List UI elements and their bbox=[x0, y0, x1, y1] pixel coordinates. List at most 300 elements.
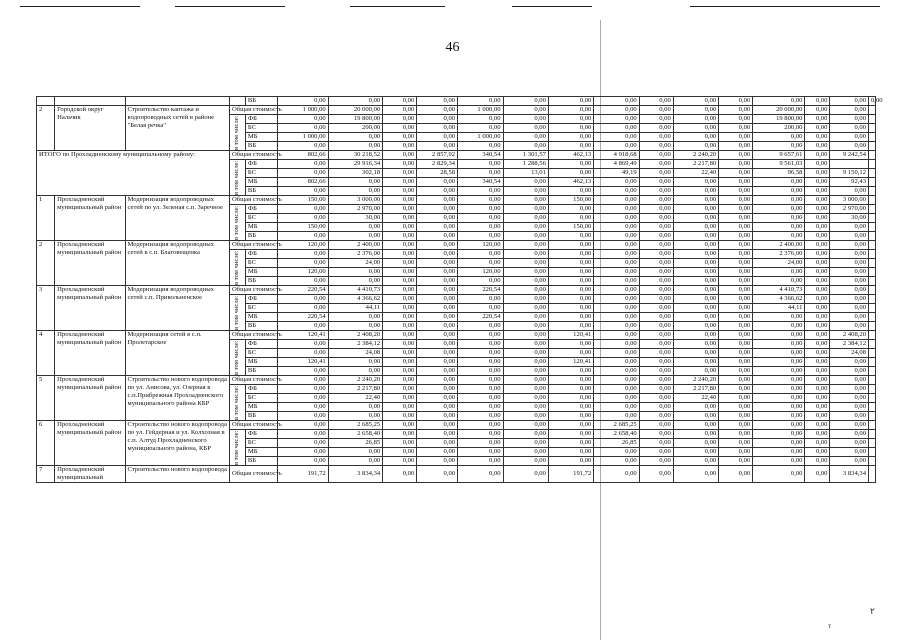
table-cell: 0,00 bbox=[830, 421, 869, 430]
table-cell: 0,00 bbox=[639, 349, 673, 358]
table-cell: 0,00 bbox=[458, 160, 503, 169]
table-cell: 0,00 bbox=[548, 97, 593, 106]
table-cell: 0,00 bbox=[277, 349, 328, 358]
table-cell: 0,00 bbox=[719, 385, 753, 394]
table-cell: 0,00 bbox=[673, 457, 718, 466]
table-cell: 0,00 bbox=[503, 187, 548, 196]
table-cell: 9 657,61 bbox=[753, 151, 805, 160]
table-cell: 0,00 bbox=[417, 133, 458, 142]
table-cell: 0,00 bbox=[277, 232, 328, 241]
table-cell: 0,00 bbox=[548, 457, 593, 466]
table-cell: 0,00 bbox=[830, 313, 869, 322]
table-cell: 30,00 bbox=[328, 214, 382, 223]
table-cell: 0,00 bbox=[503, 259, 548, 268]
table-cell: 0,00 bbox=[383, 466, 417, 483]
table-cell: 0,00 bbox=[639, 286, 673, 295]
table-cell: 0,00 bbox=[417, 412, 458, 421]
table-cell: 120,00 bbox=[277, 241, 328, 250]
table-cell bbox=[869, 124, 876, 133]
table-cell: 0,00 bbox=[503, 448, 548, 457]
table-cell: 0,00 bbox=[503, 295, 548, 304]
table-cell: 0,00 bbox=[719, 457, 753, 466]
table-cell: 0,00 bbox=[417, 367, 458, 376]
table-cell: 0,00 bbox=[719, 169, 753, 178]
funding-source-code: МБ bbox=[245, 223, 277, 232]
table-cell: 0,00 bbox=[753, 268, 805, 277]
table-cell: 340,54 bbox=[458, 151, 503, 160]
table-cell bbox=[869, 412, 876, 421]
table-cell: 0,00 bbox=[830, 457, 869, 466]
table-cell: 0,00 bbox=[673, 115, 718, 124]
table-cell: 0,00 bbox=[383, 295, 417, 304]
table-row-total bbox=[37, 196, 876, 205]
table-cell: 0,00 bbox=[673, 268, 718, 277]
table-cell: 0,00 bbox=[805, 241, 830, 250]
table-cell: 0,00 bbox=[594, 376, 639, 385]
table-cell: 0,00 bbox=[719, 394, 753, 403]
table-cell bbox=[869, 142, 876, 151]
table-cell: 0,00 bbox=[594, 196, 639, 205]
scan-top-line bbox=[175, 6, 285, 7]
table-cell: 0,00 bbox=[383, 304, 417, 313]
table-cell: 0,00 bbox=[594, 295, 639, 304]
table-cell: 0,00 bbox=[503, 385, 548, 394]
table-cell: 0,00 bbox=[639, 367, 673, 376]
table-cell: 0,00 bbox=[503, 403, 548, 412]
table-cell: 0,00 bbox=[719, 259, 753, 268]
table-cell: 0,00 bbox=[719, 412, 753, 421]
table-cell: 0,00 bbox=[673, 106, 718, 115]
table-cell: 0,00 bbox=[503, 358, 548, 367]
table-cell: 0,00 bbox=[458, 394, 503, 403]
table-cell: 0,00 bbox=[417, 322, 458, 331]
table-cell bbox=[869, 178, 876, 187]
table-cell: 2 376,00 bbox=[753, 250, 805, 259]
table-cell: 0,00 bbox=[753, 376, 805, 385]
table-cell: 0,00 bbox=[753, 322, 805, 331]
table-cell: 0,00 bbox=[830, 448, 869, 457]
table-cell: 0,00 bbox=[277, 124, 328, 133]
table-cell: 0,00 bbox=[503, 178, 548, 187]
table-cell: 0,00 bbox=[830, 142, 869, 151]
table-cell: 0,00 bbox=[673, 340, 718, 349]
table-cell: 0,00 bbox=[548, 304, 593, 313]
table-cell: 0,00 bbox=[594, 97, 639, 106]
table-cell: 0,00 bbox=[503, 340, 548, 349]
table-cell: 0,00 bbox=[719, 466, 753, 483]
table-cell: 0,00 bbox=[594, 250, 639, 259]
table-cell: 0,00 bbox=[719, 421, 753, 430]
table-cell: 0,00 bbox=[673, 97, 718, 106]
table-cell: 0,00 bbox=[719, 331, 753, 340]
table-cell: 0,00 bbox=[503, 250, 548, 259]
table-cell: 120,41 bbox=[277, 358, 328, 367]
table-cell: 20 000,00 bbox=[753, 106, 805, 115]
table-cell: 0,00 bbox=[548, 403, 593, 412]
table-cell: 0,00 bbox=[830, 133, 869, 142]
table-cell: 0,00 bbox=[277, 160, 328, 169]
table-cell: 0,00 bbox=[503, 421, 548, 430]
table-cell: 0,00 bbox=[753, 313, 805, 322]
table-cell: 0,00 bbox=[753, 394, 805, 403]
table-cell: 0,00 bbox=[458, 376, 503, 385]
table-cell: 0,00 bbox=[594, 124, 639, 133]
table-cell: 0,00 bbox=[328, 322, 382, 331]
table-cell: 0,00 bbox=[639, 322, 673, 331]
table-cell: 2 400,00 bbox=[753, 241, 805, 250]
table-cell: 0,00 bbox=[673, 448, 718, 457]
table-cell bbox=[869, 331, 876, 340]
table-cell: 0,00 bbox=[753, 196, 805, 205]
table-cell: 0,00 bbox=[753, 358, 805, 367]
table-cell: 120,41 bbox=[548, 358, 593, 367]
table-cell: 0,00 bbox=[548, 142, 593, 151]
table-cell bbox=[869, 241, 876, 250]
table-cell: 1 000,00 bbox=[458, 133, 503, 142]
table-cell: 0,00 bbox=[830, 286, 869, 295]
table-cell: 0,00 bbox=[417, 304, 458, 313]
table-cell: 0,00 bbox=[328, 403, 382, 412]
table-cell: 0,00 bbox=[805, 439, 830, 448]
table-cell: 0,00 bbox=[417, 178, 458, 187]
table-cell: 0,00 bbox=[383, 457, 417, 466]
table-cell: 0,00 bbox=[673, 403, 718, 412]
table-cell: 0,00 bbox=[417, 421, 458, 430]
table-cell: 0,00 bbox=[639, 466, 673, 483]
table-cell: 0,00 bbox=[830, 268, 869, 277]
table-cell: 1 000,00 bbox=[277, 106, 328, 115]
table-cell: 0,00 bbox=[719, 106, 753, 115]
table-cell: 4 410,73 bbox=[753, 286, 805, 295]
funding-source-code: БС bbox=[245, 394, 277, 403]
table-cell: 0,00 bbox=[753, 412, 805, 421]
funding-source-code: БС bbox=[245, 349, 277, 358]
table-cell: 0,00 bbox=[753, 385, 805, 394]
table-cell: 4 410,73 bbox=[328, 286, 382, 295]
table-cell: 0,00 bbox=[503, 457, 548, 466]
table-cell: 0,00 bbox=[277, 421, 328, 430]
table-cell: 0,00 bbox=[719, 277, 753, 286]
table-cell: 0,00 bbox=[277, 304, 328, 313]
table-cell: 0,00 bbox=[594, 115, 639, 124]
table-cell: 0,00 bbox=[753, 178, 805, 187]
table-cell: 0,00 bbox=[328, 232, 382, 241]
table-cell: 0,00 bbox=[639, 259, 673, 268]
table-cell: 0,00 bbox=[805, 196, 830, 205]
table-cell: 0,00 bbox=[753, 421, 805, 430]
table-cell: 0,00 bbox=[458, 466, 503, 483]
project-name: Модернизация водопроводных сетей с.п. Привольненское bbox=[125, 286, 229, 331]
table-cell: 0,00 bbox=[594, 331, 639, 340]
table-cell: 0,00 bbox=[719, 367, 753, 376]
table-cell: 0,00 bbox=[503, 349, 548, 358]
table-cell: 0,00 bbox=[458, 169, 503, 178]
table-cell: 2 376,00 bbox=[328, 250, 382, 259]
table-cell: 0,00 bbox=[328, 142, 382, 151]
table-cell: 0,00 bbox=[328, 457, 382, 466]
table-cell: 0,00 bbox=[805, 286, 830, 295]
table-cell: 220,54 bbox=[277, 313, 328, 322]
table-cell: 0,00 bbox=[458, 232, 503, 241]
table-cell: 0,00 bbox=[503, 205, 548, 214]
table-cell bbox=[869, 232, 876, 241]
table-cell: 0,00 bbox=[458, 358, 503, 367]
table-cell: 0,00 bbox=[417, 268, 458, 277]
table-cell: 2 217,80 bbox=[328, 385, 382, 394]
table-cell: 0,00 bbox=[639, 106, 673, 115]
table-cell: 0,00 bbox=[503, 367, 548, 376]
table-cell: 0,00 bbox=[805, 106, 830, 115]
table-cell: 0,00 bbox=[383, 313, 417, 322]
table-cell: 0,00 bbox=[639, 457, 673, 466]
table-cell: 0,00 bbox=[548, 448, 593, 457]
table-cell: 0,00 bbox=[753, 223, 805, 232]
table-cell: 0,00 bbox=[594, 358, 639, 367]
table-cell: 0,00 bbox=[805, 268, 830, 277]
table-cell bbox=[869, 151, 876, 160]
table-cell: 2 408,20 bbox=[328, 331, 382, 340]
table-cell: 0,00 bbox=[383, 169, 417, 178]
table-cell: 3 000,00 bbox=[830, 196, 869, 205]
scan-mark: т bbox=[828, 622, 832, 630]
municipality-name: Прохладненский муниципальный bbox=[55, 466, 125, 483]
breakdown-vertical-label: в том числе: bbox=[229, 340, 245, 376]
breakdown-vertical-label: в том числе: bbox=[229, 430, 245, 466]
table-cell bbox=[830, 160, 869, 169]
table-cell: 0,00 bbox=[328, 277, 382, 286]
funding-source-code: ВБ bbox=[245, 367, 277, 376]
table-cell: 0,00 bbox=[383, 232, 417, 241]
table-cell: 0,00 bbox=[805, 457, 830, 466]
table-cell: 0,00 bbox=[503, 466, 548, 483]
table-cell bbox=[869, 277, 876, 286]
table-cell: 0,00 bbox=[417, 430, 458, 439]
table-cell: 0,00 bbox=[503, 106, 548, 115]
table-cell: 0,00 bbox=[673, 241, 718, 250]
table-cell: 0,00 bbox=[383, 448, 417, 457]
table-cell: 0,00 bbox=[383, 196, 417, 205]
table-cell: 0,00 bbox=[673, 142, 718, 151]
table-cell: 0,00 bbox=[830, 259, 869, 268]
table-cell: 3 834,34 bbox=[328, 466, 382, 483]
funding-source-code: ВБ bbox=[245, 142, 277, 151]
municipality-name: Прохладненский муниципальный район bbox=[55, 376, 125, 421]
table-cell bbox=[869, 385, 876, 394]
table-cell: 0,00 bbox=[639, 133, 673, 142]
table-cell: 0,00 bbox=[830, 187, 869, 196]
funding-source-code: ФБ bbox=[245, 340, 277, 349]
table-cell: 0,00 bbox=[548, 241, 593, 250]
table-cell: 0,00 bbox=[673, 439, 718, 448]
table-cell: 0,00 bbox=[548, 268, 593, 277]
total-cost-label: Общая стоимость bbox=[229, 196, 277, 205]
table-cell: 0,00 bbox=[594, 412, 639, 421]
table-cell: 1 000,00 bbox=[277, 133, 328, 142]
table-cell: 0,00 bbox=[328, 448, 382, 457]
total-cost-label: Общая стоимость bbox=[229, 286, 277, 295]
table-cell bbox=[869, 439, 876, 448]
table-cell: 0,00 bbox=[417, 403, 458, 412]
table-cell: 0,00 bbox=[458, 412, 503, 421]
table-cell: 0,00 bbox=[594, 286, 639, 295]
table-cell: 0,00 bbox=[328, 367, 382, 376]
table-cell: 0,00 bbox=[639, 232, 673, 241]
table-cell: 191,72 bbox=[277, 466, 328, 483]
funding-source-code: БС bbox=[245, 304, 277, 313]
table-cell bbox=[869, 160, 876, 169]
breakdown-vertical-label: в том числе: bbox=[229, 250, 245, 286]
table-cell: 802,66 bbox=[277, 178, 328, 187]
table-cell: 0,00 bbox=[548, 277, 593, 286]
table-cell: 0,00 bbox=[639, 376, 673, 385]
table-cell: 0,00 bbox=[548, 286, 593, 295]
table-cell: 0,00 bbox=[830, 394, 869, 403]
table-cell: 0,00 bbox=[277, 439, 328, 448]
table-cell: 0,00 bbox=[548, 232, 593, 241]
project-name: Модернизация водопроводных сетей по ул. Зеленая с.п. Заречное bbox=[125, 196, 229, 241]
table-cell: 0,00 bbox=[594, 106, 639, 115]
table-cell: 0,00 bbox=[594, 367, 639, 376]
table-cell: 0,00 bbox=[805, 304, 830, 313]
table-cell: 0,00 bbox=[594, 223, 639, 232]
table-cell: 0,00 bbox=[417, 466, 458, 483]
table-cell: 0,00 bbox=[383, 115, 417, 124]
table-cell: 24,00 bbox=[328, 259, 382, 268]
table-cell: 0,00 bbox=[673, 133, 718, 142]
table-cell: 1 000,00 bbox=[458, 106, 503, 115]
table-cell: 0,00 bbox=[805, 259, 830, 268]
table-cell: 4 918,68 bbox=[594, 151, 639, 160]
table-cell: 0,00 bbox=[383, 376, 417, 385]
table-cell: 0,00 bbox=[277, 412, 328, 421]
table-cell: 0,00 bbox=[548, 349, 593, 358]
table-cell: 0,00 bbox=[417, 115, 458, 124]
funding-source-code: ВБ bbox=[245, 457, 277, 466]
table-cell: 0,00 bbox=[417, 214, 458, 223]
table-cell: 0,00 bbox=[639, 214, 673, 223]
project-name: Модернизация сетей в с.п. Пролетарское bbox=[125, 331, 229, 376]
page-number: 46 bbox=[445, 40, 460, 55]
table-cell: 0,00 bbox=[719, 178, 753, 187]
table-cell: 0,00 bbox=[417, 349, 458, 358]
total-label: ИТОГО по Прохладненскому муниципальному району: bbox=[37, 151, 230, 196]
table-cell: 0,00 bbox=[548, 187, 593, 196]
table-cell: 0,00 bbox=[719, 115, 753, 124]
budget-table-area bbox=[36, 96, 883, 614]
table-cell: 462,13 bbox=[548, 151, 593, 160]
table-cell: 0,00 bbox=[673, 412, 718, 421]
table-cell: 0,00 bbox=[753, 403, 805, 412]
table-cell: 0,00 bbox=[458, 403, 503, 412]
table-cell: 0,00 bbox=[417, 286, 458, 295]
table-cell: 0,00 bbox=[503, 97, 548, 106]
table-cell: 0,00 bbox=[673, 277, 718, 286]
table-cell: 0,00 bbox=[503, 412, 548, 421]
table-cell: 0,00 bbox=[328, 187, 382, 196]
table-cell bbox=[869, 340, 876, 349]
table-cell: 0,00 bbox=[277, 115, 328, 124]
funding-source-code: БС bbox=[245, 259, 277, 268]
table-cell: 0,00 bbox=[673, 250, 718, 259]
table-cell: 0,00 bbox=[719, 205, 753, 214]
table-cell: 0,00 bbox=[277, 97, 328, 106]
table-cell: 0,00 bbox=[719, 268, 753, 277]
table-cell: 0,00 bbox=[458, 142, 503, 151]
table-cell: 0,00 bbox=[417, 394, 458, 403]
table-cell: 0,00 bbox=[383, 421, 417, 430]
total-cost-label: Общая стоимость bbox=[229, 376, 277, 385]
table-cell bbox=[869, 250, 876, 259]
breakdown-vertical-label: в том числе: bbox=[229, 160, 245, 196]
table-cell: 0,00 bbox=[458, 340, 503, 349]
table-cell: 2 240,20 bbox=[673, 376, 718, 385]
table-cell: 0,00 bbox=[594, 403, 639, 412]
table-cell: 200,00 bbox=[328, 124, 382, 133]
table-cell: 0,00 bbox=[639, 295, 673, 304]
row-number: 7 bbox=[37, 466, 55, 483]
table-cell: 0,00 bbox=[830, 358, 869, 367]
table-cell: 0,00 bbox=[503, 394, 548, 403]
table-cell: 0,00 bbox=[830, 232, 869, 241]
total-cost-label: Общая стоимость bbox=[229, 241, 277, 250]
table-cell: 0,00 bbox=[639, 142, 673, 151]
table-cell: 0,00 bbox=[753, 448, 805, 457]
table-cell: 340,54 bbox=[458, 178, 503, 187]
table-cell: 0,00 bbox=[548, 106, 593, 115]
table-cell: 0,00 bbox=[805, 367, 830, 376]
table-cell: 0,00 bbox=[458, 349, 503, 358]
table-cell: 0,00 bbox=[805, 376, 830, 385]
table-cell: 0,00 bbox=[719, 133, 753, 142]
table-cell: 0,00 bbox=[383, 97, 417, 106]
funding-source-code: ФБ bbox=[245, 205, 277, 214]
project-name: Строительство нового водопровода по ул. Анисова, ул. Озерная в с.п.Прибрежная Прохладненского муниципального района КБР bbox=[125, 376, 229, 421]
table-cell: 0,00 bbox=[719, 196, 753, 205]
table-cell: 0,00 bbox=[277, 187, 328, 196]
table-row-total bbox=[37, 331, 876, 340]
funding-source-code: БС bbox=[245, 124, 277, 133]
table-cell: 0,00 bbox=[753, 457, 805, 466]
funding-source-code: МБ bbox=[245, 313, 277, 322]
table-cell: 0,00 bbox=[753, 430, 805, 439]
table-cell: 0,00 bbox=[383, 439, 417, 448]
table-cell: 0,00 bbox=[383, 268, 417, 277]
scan-top-line bbox=[350, 6, 445, 7]
table-cell: 3 834,34 bbox=[830, 466, 869, 483]
project-name: Строительство нового водопровода bbox=[125, 466, 229, 483]
total-cost-label: Общая стоимость bbox=[229, 331, 277, 340]
table-cell: 0,00 bbox=[673, 322, 718, 331]
table-cell: 0,00 bbox=[458, 97, 503, 106]
table-cell: 2 685,25 bbox=[594, 421, 639, 430]
table-cell: 0,00 bbox=[719, 430, 753, 439]
table-cell: 30,00 bbox=[830, 214, 869, 223]
table-cell: 0,00 bbox=[417, 187, 458, 196]
table-cell: 0,00 bbox=[753, 466, 805, 483]
table-cell: 0,00 bbox=[503, 232, 548, 241]
table-cell: 150,00 bbox=[277, 196, 328, 205]
municipality-name: Прохладненский муниципальный район bbox=[55, 421, 125, 466]
table-row-total bbox=[37, 466, 876, 483]
table-cell: 2 384,12 bbox=[328, 340, 382, 349]
table-cell: 0,00 bbox=[277, 259, 328, 268]
table-cell: 0,00 bbox=[383, 142, 417, 151]
table-cell: 0,00 bbox=[805, 340, 830, 349]
table-cell: 0,00 bbox=[548, 160, 593, 169]
table-cell: 0,00 bbox=[830, 277, 869, 286]
table-cell: 0,00 bbox=[548, 430, 593, 439]
table-cell bbox=[869, 196, 876, 205]
